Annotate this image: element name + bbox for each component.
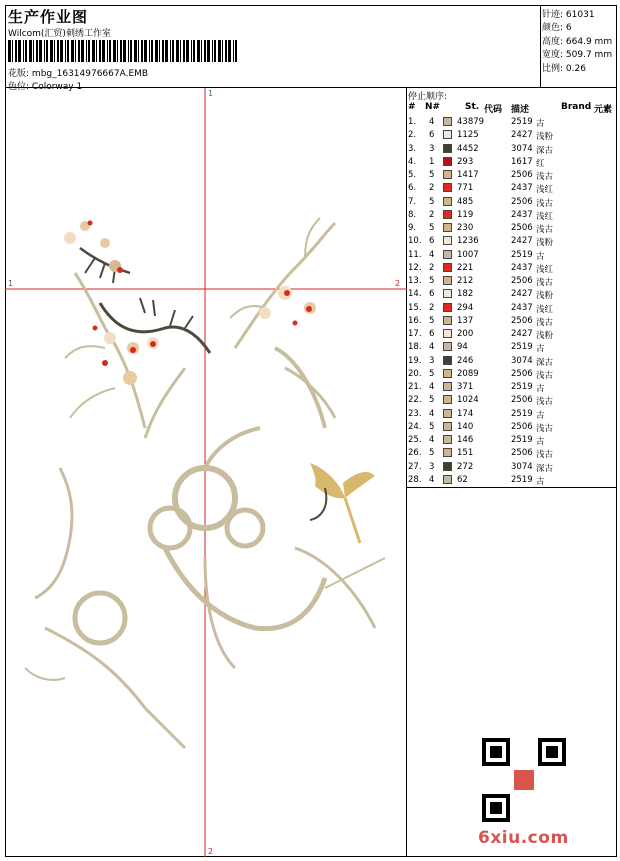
row-code: 2519 — [511, 435, 533, 445]
axis-label-left: 1 — [8, 279, 14, 288]
row-stitches: 182 — [457, 289, 474, 300]
table-row — [407, 156, 617, 169]
stats-panel — [541, 5, 617, 88]
row-needle: 4 — [429, 249, 435, 260]
row-needle: 4 — [429, 474, 435, 485]
row-code: 2519 — [511, 342, 533, 353]
axis-label-bottom: 2 — [208, 847, 214, 856]
color-swatch — [443, 236, 452, 245]
row-description: 古 — [536, 251, 545, 262]
axis-label-top: 1 — [208, 89, 214, 98]
row-description: 深古 — [536, 145, 554, 156]
qr-code-icon — [482, 738, 566, 822]
row-index: 4. — [408, 156, 417, 167]
row-code: 2506 — [511, 448, 533, 459]
color-swatch — [443, 462, 452, 471]
file-label: 花版: — [8, 69, 30, 79]
row-index: 8. — [408, 209, 417, 220]
row-index: 15. — [408, 302, 422, 313]
row-index: 17. — [408, 329, 422, 339]
table-row — [407, 209, 617, 222]
table-row — [407, 328, 617, 341]
row-needle: 3 — [429, 461, 435, 472]
table-row — [407, 222, 617, 235]
table-row — [407, 249, 617, 262]
row-index: 10. — [408, 236, 422, 247]
row-stitches: 293 — [457, 156, 474, 167]
col-desc: 描述 — [511, 105, 530, 115]
file-name: mbg_16314976667A.EMB — [31, 69, 149, 79]
row-needle: 5 — [429, 276, 435, 286]
row-description: 浅古 — [536, 370, 554, 381]
row-description: 浅粉 — [536, 291, 554, 302]
row-stitches: 1007 — [457, 249, 479, 260]
row-code: 3074 — [511, 355, 533, 366]
row-stitches: 371 — [457, 382, 474, 392]
row-code: 2506 — [511, 223, 533, 233]
row-description: 浅粉 — [536, 132, 554, 143]
row-description: 古 — [536, 119, 545, 129]
row-description: 浅红 — [536, 264, 554, 275]
row-code: 3074 — [511, 143, 533, 154]
row-stitches: 272 — [457, 461, 474, 472]
row-stitches: 212 — [457, 276, 474, 286]
row-needle: 4 — [429, 408, 435, 419]
row-index: 21. — [408, 382, 422, 392]
bird-motif — [310, 463, 375, 543]
table-row — [407, 275, 617, 288]
row-description: 浅古 — [536, 317, 554, 328]
stitches-stat — [542, 7, 595, 20]
colors-label: 颜色: — [542, 23, 564, 33]
color-swatch — [443, 276, 452, 285]
color-swatch — [443, 369, 452, 378]
color-swatch — [443, 303, 452, 312]
row-stitches: 62 — [457, 474, 468, 485]
row-description: 红 — [536, 158, 545, 169]
table-row — [407, 302, 617, 315]
row-stitches: 151 — [457, 448, 474, 459]
row-code: 2506 — [511, 315, 533, 326]
row-stitches: 94 — [457, 342, 468, 353]
color-swatch — [443, 329, 452, 338]
row-stitches: 146 — [457, 435, 474, 445]
width-label: 宽度: — [542, 50, 564, 60]
color-swatch — [443, 183, 452, 192]
design-canvas — [5, 88, 407, 857]
table-row — [407, 143, 617, 156]
color-swatch — [443, 409, 452, 418]
color-swatch — [443, 356, 452, 365]
table-row — [407, 315, 617, 328]
row-code: 2506 — [511, 276, 533, 286]
colorway-value: Colorway 1 — [31, 82, 83, 92]
table-row — [407, 461, 617, 474]
row-needle: 6 — [429, 329, 435, 339]
row-needle: 6 — [429, 236, 435, 247]
row-needle: 2 — [429, 209, 435, 220]
row-stitches: 246 — [457, 355, 474, 366]
width-stat — [542, 47, 612, 60]
row-needle: 4 — [429, 117, 435, 127]
height-label: 高度: — [542, 37, 564, 47]
row-index: 7. — [408, 196, 417, 207]
row-code: 2519 — [511, 408, 533, 419]
row-code: 2427 — [511, 289, 533, 300]
color-swatch — [443, 223, 452, 232]
row-stitches: 174 — [457, 408, 474, 419]
row-stitches: 137 — [457, 315, 474, 326]
table-row — [407, 288, 617, 301]
row-needle: 3 — [429, 355, 435, 366]
row-index: 18. — [408, 342, 422, 353]
col-element: 元素 — [594, 105, 613, 115]
row-index: 23. — [408, 408, 422, 419]
scale-stat — [542, 61, 586, 74]
table-row — [407, 341, 617, 354]
row-description: 浅古 — [536, 198, 554, 209]
table-row — [407, 196, 617, 209]
row-code: 2437 — [511, 183, 533, 194]
row-stitches: 771 — [457, 183, 474, 194]
row-needle: 5 — [429, 421, 435, 432]
row-code: 2506 — [511, 395, 533, 406]
axis-label-right: 2 — [395, 279, 401, 288]
row-index: 3. — [408, 143, 417, 154]
table-row — [407, 368, 617, 381]
watermark-logo: 6xiu.com — [478, 828, 569, 848]
row-needle: 5 — [429, 315, 435, 326]
color-swatch — [443, 210, 452, 219]
row-stitches: 230 — [457, 223, 474, 233]
row-stitches: 140 — [457, 421, 474, 432]
table-row — [407, 355, 617, 368]
row-code: 2427 — [511, 236, 533, 247]
row-code: 2506 — [511, 170, 533, 180]
row-needle: 5 — [429, 196, 435, 207]
row-index: 28. — [408, 474, 422, 485]
row-index: 11. — [408, 249, 422, 260]
row-index: 25. — [408, 435, 422, 445]
table-row — [407, 169, 617, 182]
row-index: 27. — [408, 461, 422, 472]
table-row — [407, 394, 617, 407]
row-index: 19. — [408, 355, 422, 366]
row-needle: 6 — [429, 130, 435, 141]
row-description: 浅红 — [536, 185, 554, 196]
color-swatch — [443, 395, 452, 404]
table-row — [407, 474, 617, 487]
table-row — [407, 182, 617, 195]
color-swatch — [443, 435, 452, 444]
col-hash: # — [408, 102, 416, 112]
table-row — [407, 235, 617, 248]
row-needle: 5 — [429, 223, 435, 233]
row-needle: 5 — [429, 395, 435, 406]
height-stat — [542, 34, 612, 47]
row-stitches: 1125 — [457, 130, 479, 141]
company-name: Wilcom(汇贸)刺绣工作室 — [8, 29, 111, 39]
row-index: 22. — [408, 395, 422, 406]
row-needle: 4 — [429, 382, 435, 392]
row-needle: 5 — [429, 368, 435, 379]
row-description: 浅古 — [536, 423, 554, 434]
row-stitches: 294 — [457, 302, 474, 313]
file-line — [8, 66, 148, 79]
row-description: 古 — [536, 437, 545, 447]
row-index: 9. — [408, 223, 417, 233]
row-index: 2. — [408, 130, 417, 141]
stitches-value: 61031 — [565, 10, 595, 20]
row-needle: 1 — [429, 156, 435, 167]
row-description: 古 — [536, 384, 545, 394]
row-stitches: 1236 — [457, 236, 479, 247]
row-index: 20. — [408, 368, 422, 379]
height-value: 664.9 mm — [565, 37, 613, 47]
row-index: 24. — [408, 421, 422, 432]
table-row — [407, 408, 617, 421]
barcode-icon — [8, 40, 238, 62]
row-description: 深古 — [536, 357, 554, 368]
row-index: 16. — [408, 315, 422, 326]
color-swatch — [443, 117, 452, 126]
row-code: 2437 — [511, 262, 533, 273]
row-stitches: 2089 — [457, 368, 479, 379]
row-needle: 2 — [429, 302, 435, 313]
color-swatch — [443, 382, 452, 391]
row-code: 2427 — [511, 130, 533, 141]
scale-value: 0.26 — [565, 64, 586, 74]
row-description: 浅古 — [536, 278, 554, 288]
table-row — [407, 262, 617, 275]
row-description: 古 — [536, 410, 545, 421]
table-row — [407, 434, 617, 447]
embroidery-design-image — [5, 88, 407, 857]
row-stitches: 1417 — [457, 170, 479, 180]
row-code: 2506 — [511, 421, 533, 432]
color-swatch — [443, 157, 452, 166]
row-index: 14. — [408, 289, 422, 300]
row-description: 浅粉 — [536, 331, 554, 341]
col-brand: Brand — [561, 102, 592, 112]
color-swatch — [443, 342, 452, 351]
row-description: 浅古 — [536, 225, 554, 235]
colorway-label: 色位: — [8, 82, 30, 92]
row-code: 2506 — [511, 368, 533, 379]
row-index: 6. — [408, 183, 417, 194]
row-description: 浅古 — [536, 397, 554, 408]
color-swatch — [443, 422, 452, 431]
width-value: 509.7 mm — [565, 50, 613, 60]
blossom-cluster — [64, 221, 316, 386]
table-row — [407, 421, 617, 434]
color-swatch — [443, 197, 452, 206]
row-index: 5. — [408, 170, 417, 180]
row-description: 浅粉 — [536, 238, 554, 249]
color-swatch — [443, 475, 452, 484]
row-index: 26. — [408, 448, 422, 459]
row-code: 2437 — [511, 209, 533, 220]
scale-label: 比例: — [542, 64, 564, 74]
row-needle: 5 — [429, 170, 435, 180]
row-code: 2519 — [511, 117, 533, 127]
row-needle: 2 — [429, 183, 435, 194]
row-code: 2519 — [511, 249, 533, 260]
row-stitches: 485 — [457, 196, 474, 207]
row-stitches: 221 — [457, 262, 474, 273]
color-swatch — [443, 250, 452, 259]
sequence-header-row — [407, 102, 617, 114]
row-description: 深古 — [536, 463, 554, 474]
row-needle: 4 — [429, 342, 435, 353]
row-code: 2427 — [511, 329, 533, 339]
row-index: 12. — [408, 262, 422, 273]
table-row — [407, 129, 617, 142]
row-stitches: 43879 — [457, 117, 485, 127]
color-swatch — [443, 130, 452, 139]
table-row — [407, 381, 617, 394]
row-code: 2519 — [511, 382, 533, 392]
row-description: 浅古 — [536, 450, 554, 461]
row-description: 古 — [536, 476, 545, 487]
row-code: 2437 — [511, 302, 533, 313]
row-description: 浅红 — [536, 211, 554, 222]
row-description: 浅红 — [536, 304, 554, 315]
row-stitches: 119 — [457, 209, 474, 220]
page-title: 生产作业图 — [8, 8, 89, 26]
col-code: 代码 — [484, 105, 503, 115]
row-needle: 6 — [429, 289, 435, 300]
col-st: St. — [465, 102, 480, 112]
row-stitches: 1024 — [457, 395, 479, 406]
colors-stat — [542, 20, 572, 33]
row-needle: 4 — [429, 435, 435, 445]
row-stitches: 4452 — [457, 143, 479, 154]
color-swatch — [443, 263, 452, 272]
color-swatch — [443, 316, 452, 325]
row-code: 1617 — [511, 156, 533, 167]
row-stitches: 200 — [457, 329, 474, 339]
row-code: 2519 — [511, 474, 533, 485]
stop-sequence-table — [407, 88, 617, 488]
row-description: 浅古 — [536, 172, 554, 182]
col-n: N# — [425, 102, 441, 112]
row-code: 3074 — [511, 461, 533, 472]
header-panel — [5, 5, 541, 92]
row-index: 13. — [408, 276, 422, 286]
color-swatch — [443, 289, 452, 298]
row-needle: 5 — [429, 448, 435, 459]
color-swatch — [443, 144, 452, 153]
row-code: 2506 — [511, 196, 533, 207]
row-needle: 2 — [429, 262, 435, 273]
color-swatch — [443, 170, 452, 179]
row-description: 古 — [536, 344, 545, 355]
colors-value: 6 — [565, 23, 572, 33]
table-row — [407, 447, 617, 460]
color-swatch — [443, 448, 452, 457]
table-row — [407, 116, 617, 129]
row-needle: 3 — [429, 143, 435, 154]
stitches-label: 针迹: — [542, 10, 564, 20]
row-index: 1. — [408, 117, 417, 127]
sequence-title: 停止顺序: — [408, 92, 448, 102]
